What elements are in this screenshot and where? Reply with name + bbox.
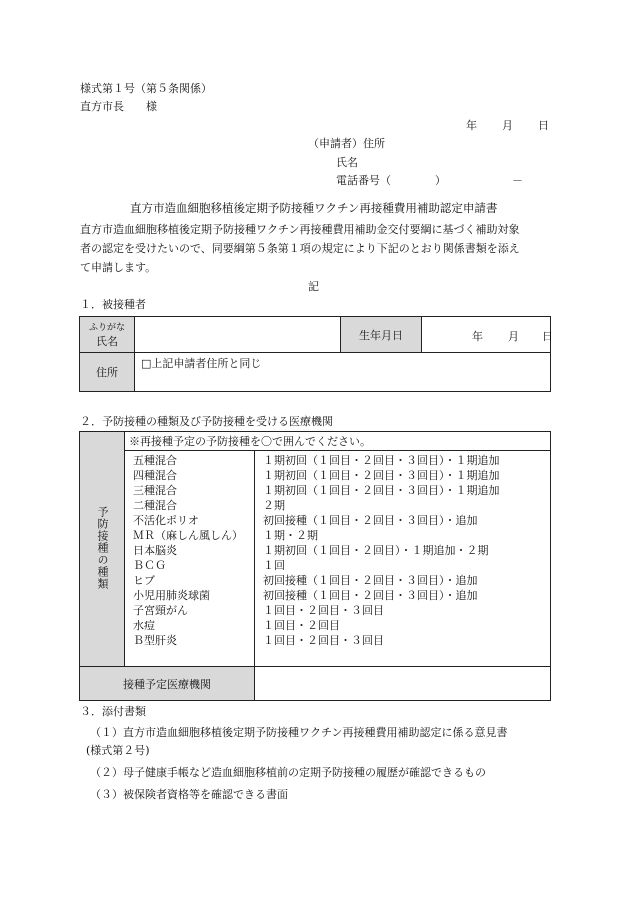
vaccination-table xyxy=(79,431,551,701)
vaccine-type-side-cell xyxy=(80,432,125,667)
date-month-label: 月 xyxy=(502,119,513,132)
body-line-2: 者の認定を受けたいので、同要綱第５条第１項の規定により下記のとおり関係書類を添え xyxy=(80,242,520,255)
applicant-address-label: （申請者）住所 xyxy=(308,137,385,150)
dob-label: 生年月日 xyxy=(341,317,422,353)
vaccine-name[interactable]: 四種混合 xyxy=(133,469,177,482)
attachment-item-1-form: (様式第２号) xyxy=(86,744,150,757)
vaccine-name[interactable]: 子宮頸がん xyxy=(133,604,188,617)
vaccine-schedule-column xyxy=(255,451,551,667)
dob-year-label: 年 xyxy=(472,330,483,343)
vaccine-schedule[interactable]: １回目・２回目・３回目 xyxy=(263,604,384,617)
vaccine-schedule[interactable]: １回 xyxy=(263,559,285,572)
instruction-text: ※再接種予定の予防接種を〇で囲んでください。 xyxy=(125,432,551,451)
name-field[interactable] xyxy=(135,317,341,353)
body-line-3: て申請します。 xyxy=(80,261,157,274)
section2-heading: ２．予防接種の種類及び予防接種を受ける医療機関 xyxy=(80,415,333,428)
vaccine-name[interactable]: Ｂ型肝炎 xyxy=(133,634,177,647)
address-label: 住所 xyxy=(80,353,135,392)
vaccine-name[interactable]: 水痘 xyxy=(133,619,155,632)
vaccine-name[interactable]: ＢＣＧ xyxy=(133,559,166,572)
vaccine-name[interactable]: ＭＲ（麻しん風しん） xyxy=(133,529,243,542)
date-year-label: 年 xyxy=(466,119,477,132)
ki-label: 記 xyxy=(308,280,319,293)
recipient-table xyxy=(79,316,551,392)
vaccine-schedule[interactable]: ２期 xyxy=(263,499,285,512)
vaccine-schedule[interactable]: 初回接種（１回目・２回目・３回目）・追加 xyxy=(263,589,478,602)
vaccine-name[interactable]: 小児用肺炎球菌 xyxy=(133,589,210,602)
institution-label: 接種予定医療機関 xyxy=(80,667,255,701)
address-field[interactable] xyxy=(135,353,551,392)
date-day-label: 日 xyxy=(538,119,549,132)
dob-day-label: 日 xyxy=(542,330,553,343)
dob-month-label: 月 xyxy=(508,330,519,343)
name-label: 氏名 xyxy=(96,334,118,348)
vaccine-name[interactable]: 日本脳炎 xyxy=(133,544,177,557)
vaccine-schedule[interactable]: １期初回（１回目・２回目・３回目）・１期追加 xyxy=(263,454,500,467)
same-address-checkbox[interactable]: □上記申請者住所と同じ xyxy=(141,357,262,370)
vaccine-name-column xyxy=(125,451,255,667)
body-line-1: 直方市造血細胞移植後定期予防接種ワクチン再接種費用補助金交付要綱に基づく補助対象 xyxy=(80,223,520,236)
section1-heading: １．被接種者 xyxy=(80,298,146,311)
applicant-phone-label: 電話番号（ ） xyxy=(336,174,446,187)
furigana-name-label-cell xyxy=(80,317,135,353)
vaccine-schedule[interactable]: １期初回（１回目・２回目・３回目）・１期追加 xyxy=(263,484,500,497)
institution-field[interactable] xyxy=(255,667,551,701)
vaccine-schedule[interactable]: １期・２期 xyxy=(263,529,318,542)
furigana-label: ふりがな xyxy=(88,322,125,333)
attachment-item-2: （２）母子健康手帳など造血細胞移植前の定期予防接種の履歴が確認できるもの xyxy=(90,766,486,779)
document-title: 直方市造血細胞移植後定期予防接種ワクチン再接種費用補助認定申請書 xyxy=(130,201,498,215)
applicant-name-label: 氏名 xyxy=(336,156,358,169)
attachment-item-3: （３）被保険者資格等を確認できる書面 xyxy=(90,788,288,801)
applicant-phone-dash: － xyxy=(512,174,523,187)
dob-field[interactable] xyxy=(422,317,551,353)
vaccine-name[interactable]: 三種混合 xyxy=(133,484,177,497)
addressee: 直方市長 様 xyxy=(80,100,157,113)
vaccine-schedule[interactable]: １期初回（１回目・２回目・３回目）・１期追加 xyxy=(263,469,500,482)
vaccine-name[interactable]: ヒブ xyxy=(133,574,155,587)
vaccine-schedule[interactable]: １回目・２回目 xyxy=(263,619,340,632)
attachment-item-1: （１）直方市造血細胞移植後定期予防接種ワクチン再接種費用補助認定に係る意見書 xyxy=(90,726,508,739)
vaccine-name[interactable]: 五種混合 xyxy=(133,454,177,467)
section3-heading: ３．添付書類 xyxy=(80,705,146,718)
vaccine-name[interactable]: 不活化ポリオ xyxy=(133,514,199,527)
vaccine-schedule[interactable]: １期初回（１回目・２回目）・１期追加・２期 xyxy=(263,544,489,557)
vaccine-schedule[interactable]: 初回接種（１回目・２回目・３回目）・追加 xyxy=(263,574,478,587)
vaccine-type-side-label: 予防接種の種類 xyxy=(96,505,109,590)
vaccine-schedule[interactable]: 初回接種（１回目・２回目・３回目）・追加 xyxy=(263,514,478,527)
form-number: 様式第１号（第５条関係） xyxy=(80,82,212,95)
vaccine-schedule[interactable]: １回目・２回目・３回目 xyxy=(263,634,384,647)
vaccine-name[interactable]: 二種混合 xyxy=(133,499,177,512)
